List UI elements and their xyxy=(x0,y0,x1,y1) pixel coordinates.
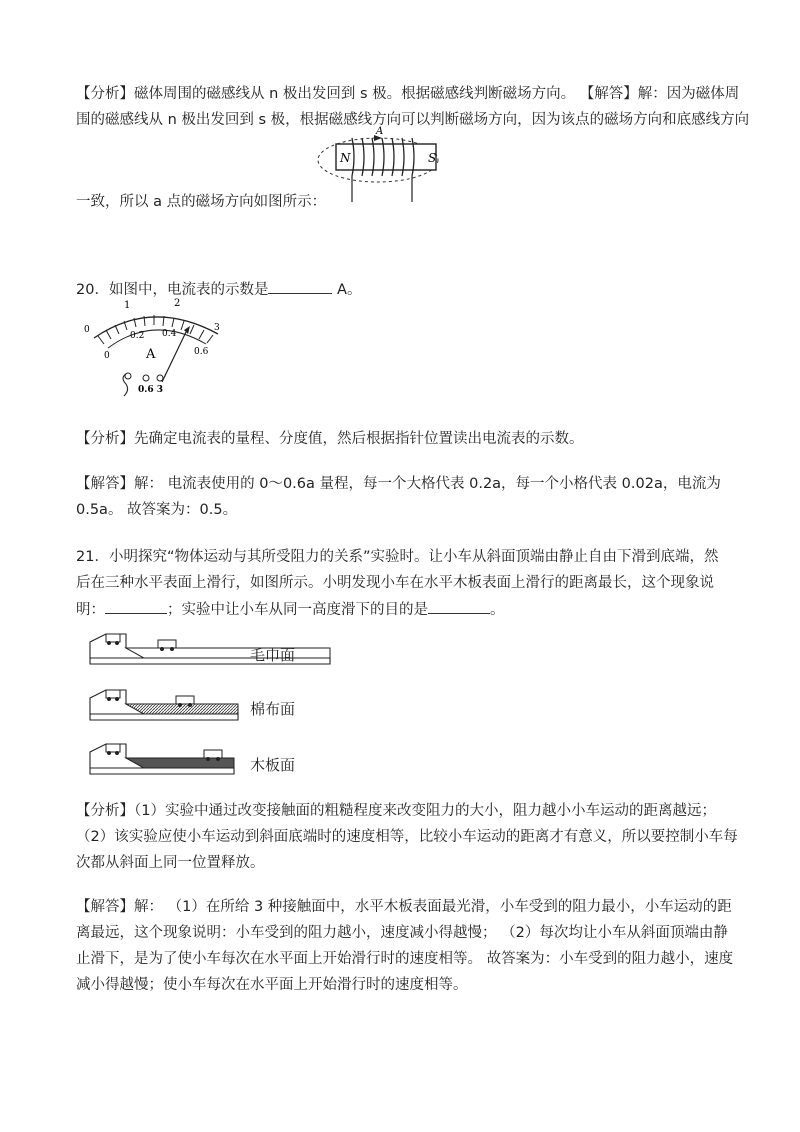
outer-tick-0: 0 xyxy=(84,325,90,335)
analysis-21-line1: 【分析】（1）实验中通过改变接触面的粗糙程度来改变阻力的大小，阻力越小小车运动的距离越远； xyxy=(76,803,716,819)
cart-top xyxy=(106,744,120,752)
analysis-20: 【分析】先确定电流表的量程、分度值，然后根据指针位置读出电流表的示数。 xyxy=(76,431,584,447)
question-20-suffix: A。 xyxy=(332,282,362,298)
cart-top xyxy=(106,690,120,698)
towel-surface xyxy=(126,648,330,658)
point-a-label: A xyxy=(376,126,384,137)
top-tick-2: 2 xyxy=(174,298,181,309)
question-21-line1: 21．小明探究“物体运动与其所受阻力的关系”实验时。让小车从斜面顶端由静止自由下滑到底端，然 xyxy=(76,549,719,565)
inner-scale-arc xyxy=(108,330,206,348)
towel-surface-figure xyxy=(86,628,334,666)
n-pole-label: N xyxy=(340,151,351,165)
ammeter-label: A xyxy=(146,347,156,362)
analysis-21-line2: （2）该实验应使小车运动到斜面底端时的速度相等，比较小车运动的距离才有意义，所以要控制小车每 xyxy=(76,829,738,845)
analysis-19-line1: 【分析】磁体周围的磁感线从 n 极出发回到 s 极。根据磁感线判断磁场方向。 【解答】解：因为磁体周 xyxy=(76,86,740,102)
cart-bottom xyxy=(158,640,176,648)
terminal-labels: 0.6 3 xyxy=(138,385,164,395)
cotton-surface xyxy=(126,704,238,714)
board xyxy=(90,768,234,774)
cart-bottom xyxy=(204,750,222,758)
inner-tick-0-4: 0.4 xyxy=(162,329,177,339)
cart-bottom xyxy=(176,696,194,704)
surface-label-wood: 木板面 xyxy=(250,756,296,774)
question-21-line2: 后在三种水平表面上滑行，如图所示。小明发现小车在水平木板表面上滑行的距离最长，这个现象说 xyxy=(76,575,714,591)
analysis-21-line3: 次都从斜面上同一位置释放。 xyxy=(76,855,265,871)
answer-20-line1: 【解答】解： 电流表使用的 0～0.6a 量程，每一个大格代表 0.2a，每一个小格代表 0.02a，电流为 xyxy=(76,476,721,492)
cotton-surface-figure xyxy=(86,684,334,722)
answer-blank-20[interactable] xyxy=(268,279,332,294)
ammeter-needle xyxy=(162,332,186,382)
top-tick-1: 1 xyxy=(124,300,131,311)
ammeter-figure xyxy=(82,296,232,402)
surface-label-cotton: 棉布面 xyxy=(250,700,296,718)
solenoid-figure xyxy=(316,124,456,204)
inner-tick-0-2: 0.2 xyxy=(130,331,145,341)
inner-tick-0: 0 xyxy=(104,351,110,361)
outer-scale-arc xyxy=(94,317,218,338)
question-21-line3-c: 。 xyxy=(490,602,505,618)
answer-20-line2: 0.5a。 故答案为：0.5。 xyxy=(76,502,238,518)
question-21-line3-b: ；实验中让小车从同一高度滑下的目的是 xyxy=(167,602,428,618)
question-21-line3-a: 明： xyxy=(76,602,105,618)
wood-surface-figure xyxy=(86,738,334,776)
question-21-line3 xyxy=(76,599,505,620)
iron-core xyxy=(336,144,436,170)
answer-21-line3: 止滑下，是为了使小车每次在水平面上开始滑行时的速度相等。 故答案为：小车受到的阻力越小，速度 xyxy=(76,951,734,967)
answer-21-line1: 【解答】解： （1）在所给 3 种接触面中，水平木板表面最光滑，小车受到的阻力最小，小车运动的距 xyxy=(76,899,732,915)
outer-tick-3: 3 xyxy=(214,323,220,333)
s-pole-label: S xyxy=(428,151,437,165)
answer-19-line3: 一致，所以 a 点的磁场方向如图所示： xyxy=(76,194,327,210)
answer-21-line4: 减小得越慢；使小车每次在水平面上开始滑行时的速度相等。 xyxy=(76,977,468,993)
answer-19-line2: 围的磁感线从 n 极出发回到 s 极，根据磁感线方向可以判断磁场方向，因为该点的磁场方向和底感线方向 xyxy=(76,112,750,128)
terminal-3 xyxy=(157,375,163,381)
answer-blank-21b[interactable] xyxy=(428,599,490,614)
question-20-prefix: 20．如图中，电流表的示数是 xyxy=(76,282,269,298)
cart-top xyxy=(106,634,120,642)
negative-terminal xyxy=(125,373,131,379)
answer-blank-21a[interactable] xyxy=(105,599,167,614)
inner-tick-0-6: 0.6 xyxy=(194,347,209,357)
needle-tip xyxy=(184,326,190,334)
terminal-0-6 xyxy=(143,375,149,381)
answer-21-line2: 离最远，这个现象说明：小车受到的阻力越小，速度减小得越慢； （2）每次均让小车从斜面顶端由静 xyxy=(76,925,728,941)
board xyxy=(90,714,238,720)
surface-label-towel: 毛巾面 xyxy=(250,646,296,664)
